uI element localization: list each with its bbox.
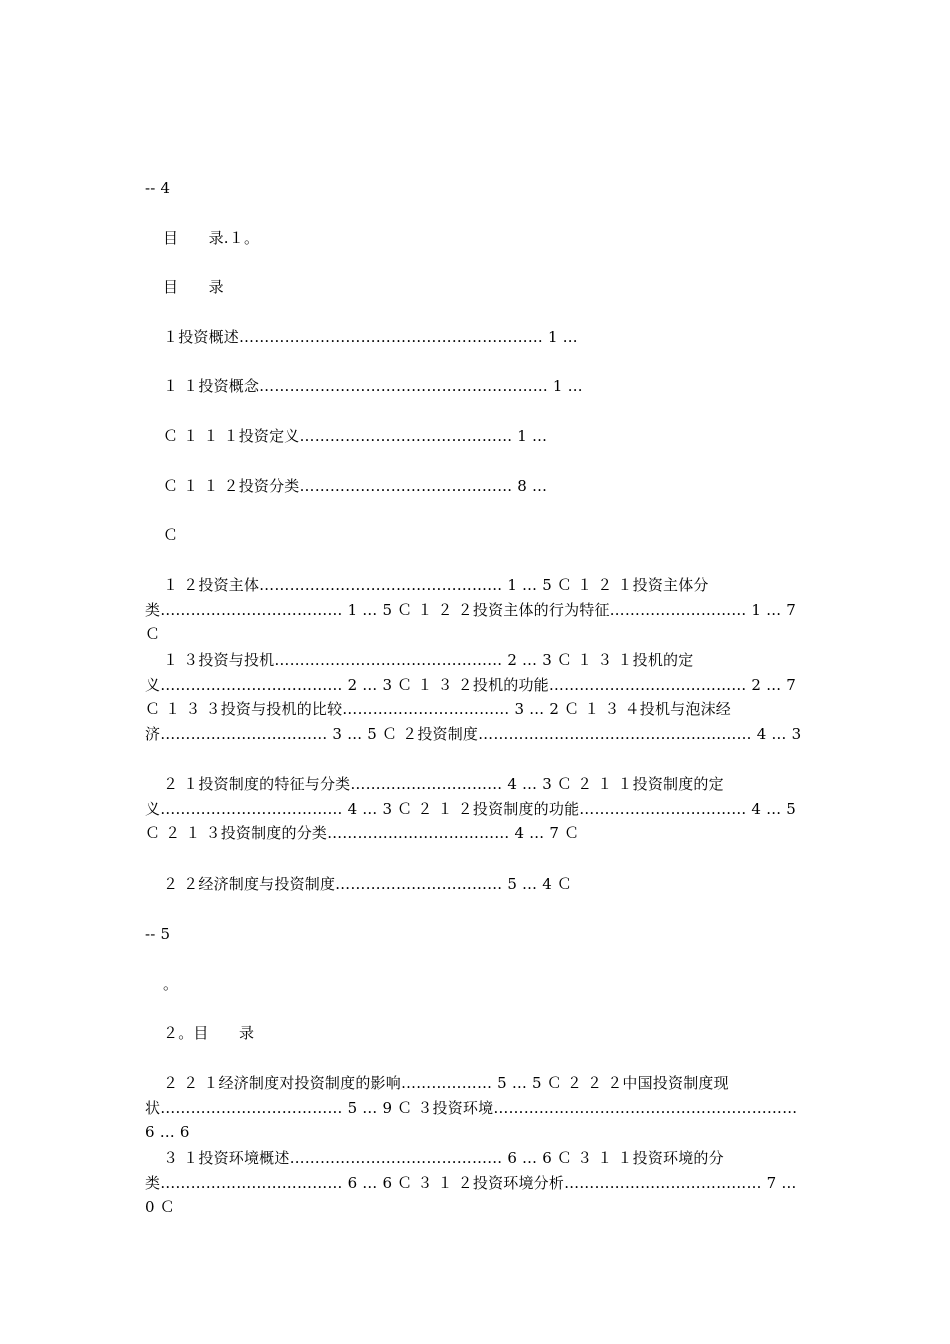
toc-heading-3: ２。目 录 — [163, 1024, 255, 1042]
toc-entry-1-1-1: Ｃ １ １ １投资定义…………………………………… 1 … — [163, 427, 548, 445]
toc-entry-1-1-2: Ｃ １ １ ２投资分类…………………………………… 8 … — [163, 477, 548, 495]
toc-entry-1: １投资概述…………………………………………………… 1 … — [163, 328, 578, 346]
toc-paragraph-1-3: １ ３投资与投机……………………………………… 2 … 3 Ｃ １ ３ １投机的定义……………………………… 2 … 3 Ｃ １ ３ ２投机的功能………………………………… 2 … 7 Ｃ １ ３ ３投资与投机的比较…………………………… 3 … 2 Ｃ １ ３ ４投机与泡沫经济…………………………… 3 … 5 Ｃ ２投资制度……………………………………………… 4 … 3 — [145, 651, 802, 743]
small-mark: 。 — [163, 975, 179, 993]
toc-entry-2-2: ２ ２经济制度与投资制度…………………………… 5 … 4 Ｃ — [163, 875, 573, 893]
toc-paragraph-2-1: ２ １投资制度的特征与分类………………………… 4 … 3 Ｃ ２ １ １投资制度的定义……………………………… 4 … 3 Ｃ ２ １ ２投资制度的功能…………………………… 4 … 5 Ｃ ２ １ ３投资制度的分类……………………………… 4 … 7 Ｃ — [145, 775, 802, 842]
toc-heading-1: 目 录.１。 — [163, 229, 260, 247]
toc-entry-1-1: １ １投资概念………………………………………………… 1 … — [163, 377, 583, 395]
toc-paragraph-1-2: １ ２投资主体………………………………………… 1 … 5 Ｃ １ ２ １投资主体分类……………………………… 1 … 5 Ｃ １ ２ ２投资主体的行为特征……………………… 1 … 7 Ｃ — [145, 576, 802, 643]
page-marker-4: -- 4 — [145, 179, 171, 197]
toc-heading-2: 目 录 — [163, 278, 224, 296]
toc-paragraph-3-1: ３ １投资环境概述…………………………………… 6 … 6 Ｃ ３ １ １投资环境的分类……………………………… 6 … 6 Ｃ ３ １ ２投资环境分析………………………………… 7 … 0 Ｃ — [145, 1149, 802, 1216]
toc-entry-c: Ｃ — [163, 526, 179, 544]
toc-paragraph-2-2-1: ２ ２ １经济制度对投资制度的影响……………… 5 … 5 Ｃ ２ ２ ２中国投资制度现状……………………………… 5 … 9 Ｃ ３投资环境…………………………………………………… 6 … 6 — [145, 1074, 803, 1141]
page-marker-5: -- 5 — [145, 925, 171, 943]
